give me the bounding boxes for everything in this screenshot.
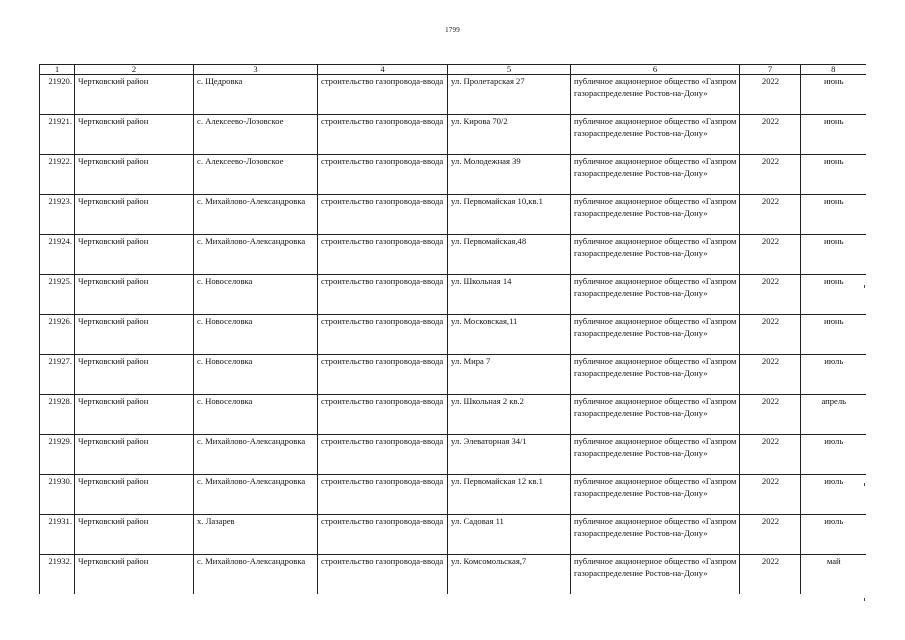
table-row xyxy=(40,555,866,595)
edge-mark xyxy=(864,598,865,601)
locality-cell: с. Новоселовка xyxy=(194,315,318,355)
column-number: 6 xyxy=(571,65,740,75)
row-number: 21920. xyxy=(40,75,75,115)
district-cell: Чертковский район xyxy=(75,435,194,475)
table-row xyxy=(40,355,866,395)
year-cell: 2022 xyxy=(740,355,801,395)
row-number: 21922. xyxy=(40,155,75,195)
district-cell: Чертковский район xyxy=(75,195,194,235)
table-row xyxy=(40,195,866,235)
locality-cell: с. Алексеево-Лозовское xyxy=(194,155,318,195)
month-cell: июнь xyxy=(801,195,866,235)
organization-cell: публичное акционерное общество «Газпром газораспределение Ростов-на-Дону» xyxy=(571,515,740,555)
organization-cell: публичное акционерное общество «Газпром газораспределение Ростов-на-Дону» xyxy=(571,195,740,235)
column-number: 4 xyxy=(318,65,448,75)
month-cell: июнь xyxy=(801,315,866,355)
work-type-cell: строительство газопровода-ввода xyxy=(318,155,448,195)
table-row xyxy=(40,75,866,115)
row-number: 21923. xyxy=(40,195,75,235)
table-row xyxy=(40,395,866,435)
month-cell: июль xyxy=(801,515,866,555)
table-row xyxy=(40,235,866,275)
locality-cell: с. Михайлово-Александровка xyxy=(194,195,318,235)
organization-cell: публичное акционерное общество «Газпром газораспределение Ростов-на-Дону» xyxy=(571,555,740,595)
address-cell: ул. Первомайская 12 кв.1 xyxy=(448,475,571,515)
column-number-row xyxy=(40,65,866,75)
column-number: 8 xyxy=(801,65,866,75)
organization-cell: публичное акционерное общество «Газпром газораспределение Ростов-на-Дону» xyxy=(571,275,740,315)
district-cell: Чертковский район xyxy=(75,395,194,435)
organization-cell: публичное акционерное общество «Газпром газораспределение Ростов-на-Дону» xyxy=(571,355,740,395)
column-number: 1 xyxy=(40,65,75,75)
address-cell: ул. Молодежная 39 xyxy=(448,155,571,195)
month-cell: июль xyxy=(801,435,866,475)
year-cell: 2022 xyxy=(740,275,801,315)
edge-mark xyxy=(864,285,865,288)
month-cell: июнь xyxy=(801,115,866,155)
year-cell: 2022 xyxy=(740,435,801,475)
district-cell: Чертковский район xyxy=(75,475,194,515)
work-type-cell: строительство газопровода-ввода xyxy=(318,395,448,435)
row-number: 21921. xyxy=(40,115,75,155)
locality-cell: с. Щедровка xyxy=(194,75,318,115)
row-number: 21931. xyxy=(40,515,75,555)
locality-cell: с. Новоселовка xyxy=(194,275,318,315)
month-cell: июнь xyxy=(801,155,866,195)
address-cell: ул. Комсомольская,7 xyxy=(448,555,571,595)
row-number: 21925. xyxy=(40,275,75,315)
year-cell: 2022 xyxy=(740,235,801,275)
year-cell: 2022 xyxy=(740,315,801,355)
row-number: 21929. xyxy=(40,435,75,475)
row-number: 21932. xyxy=(40,555,75,595)
work-type-cell: строительство газопровода-ввода xyxy=(318,555,448,595)
work-type-cell: строительство газопровода-ввода xyxy=(318,275,448,315)
organization-cell: публичное акционерное общество «Газпром газораспределение Ростов-на-Дону» xyxy=(571,235,740,275)
address-cell: ул. Мира 7 xyxy=(448,355,571,395)
address-cell: ул. Московская,11 xyxy=(448,315,571,355)
work-type-cell: строительство газопровода-ввода xyxy=(318,435,448,475)
column-number: 3 xyxy=(194,65,318,75)
locality-cell: с. Михайлово-Александровка xyxy=(194,555,318,595)
district-cell: Чертковский район xyxy=(75,315,194,355)
district-cell: Чертковский район xyxy=(75,115,194,155)
row-number: 21930. xyxy=(40,475,75,515)
district-cell: Чертковский район xyxy=(75,355,194,395)
organization-cell: публичное акционерное общество «Газпром газораспределение Ростов-на-Дону» xyxy=(571,75,740,115)
locality-cell: х. Лазарев xyxy=(194,515,318,555)
address-cell: ул. Первомайская,48 xyxy=(448,235,571,275)
address-cell: ул. Школьная 2 кв.2 xyxy=(448,395,571,435)
month-cell: июнь xyxy=(801,235,866,275)
document-table xyxy=(39,64,866,594)
row-number: 21926. xyxy=(40,315,75,355)
work-type-cell: строительство газопровода-ввода xyxy=(318,515,448,555)
month-cell: июль xyxy=(801,355,866,395)
year-cell: 2022 xyxy=(740,515,801,555)
edge-mark xyxy=(864,483,865,486)
work-type-cell: строительство газопровода-ввода xyxy=(318,235,448,275)
district-cell: Чертковский район xyxy=(75,275,194,315)
district-cell: Чертковский район xyxy=(75,155,194,195)
work-type-cell: строительство газопровода-ввода xyxy=(318,195,448,235)
month-cell: июнь xyxy=(801,75,866,115)
year-cell: 2022 xyxy=(740,115,801,155)
row-number: 21924. xyxy=(40,235,75,275)
locality-cell: с. Михайлово-Александровка xyxy=(194,235,318,275)
year-cell: 2022 xyxy=(740,555,801,595)
table-row xyxy=(40,475,866,515)
organization-cell: публичное акционерное общество «Газпром газораспределение Ростов-на-Дону» xyxy=(571,395,740,435)
month-cell: июнь xyxy=(801,275,866,315)
year-cell: 2022 xyxy=(740,155,801,195)
year-cell: 2022 xyxy=(740,475,801,515)
work-type-cell: строительство газопровода-ввода xyxy=(318,75,448,115)
month-cell: май xyxy=(801,555,866,595)
address-cell: ул. Первомайская 10,кв.1 xyxy=(448,195,571,235)
district-cell: Чертковский район xyxy=(75,515,194,555)
table-row xyxy=(40,515,866,555)
month-cell: апрель xyxy=(801,395,866,435)
work-type-cell: строительство газопровода-ввода xyxy=(318,355,448,395)
district-cell: Чертковский район xyxy=(75,555,194,595)
work-type-cell: строительство газопровода-ввода xyxy=(318,315,448,355)
year-cell: 2022 xyxy=(740,75,801,115)
organization-cell: публичное акционерное общество «Газпром газораспределение Ростов-на-Дону» xyxy=(571,315,740,355)
address-cell: ул. Садовая 11 xyxy=(448,515,571,555)
locality-cell: с. Михайлово-Александровка xyxy=(194,435,318,475)
column-number: 2 xyxy=(75,65,194,75)
table-body xyxy=(40,75,866,595)
column-number: 5 xyxy=(448,65,571,75)
page-number: 1799 xyxy=(445,26,460,34)
row-number: 21928. xyxy=(40,395,75,435)
work-type-cell: строительство газопровода-ввода xyxy=(318,475,448,515)
table-row xyxy=(40,315,866,355)
column-number: 7 xyxy=(740,65,801,75)
address-cell: ул. Элеваторная 34/1 xyxy=(448,435,571,475)
table-row xyxy=(40,155,866,195)
district-cell: Чертковский район xyxy=(75,235,194,275)
row-number: 21927. xyxy=(40,355,75,395)
work-type-cell: строительство газопровода-ввода xyxy=(318,115,448,155)
table-row xyxy=(40,275,866,315)
address-cell: ул. Школьная 14 xyxy=(448,275,571,315)
organization-cell: публичное акционерное общество «Газпром газораспределение Ростов-на-Дону» xyxy=(571,475,740,515)
address-cell: ул. Кирова 70/2 xyxy=(448,115,571,155)
organization-cell: публичное акционерное общество «Газпром газораспределение Ростов-на-Дону» xyxy=(571,115,740,155)
locality-cell: с. Новоселовка xyxy=(194,355,318,395)
district-cell: Чертковский район xyxy=(75,75,194,115)
table-row xyxy=(40,435,866,475)
organization-cell: публичное акционерное общество «Газпром газораспределение Ростов-на-Дону» xyxy=(571,435,740,475)
locality-cell: с. Новоселовка xyxy=(194,395,318,435)
organization-cell: публичное акционерное общество «Газпром газораспределение Ростов-на-Дону» xyxy=(571,155,740,195)
year-cell: 2022 xyxy=(740,395,801,435)
address-cell: ул. Пролетарская 27 xyxy=(448,75,571,115)
table-row xyxy=(40,115,866,155)
year-cell: 2022 xyxy=(740,195,801,235)
month-cell: июль xyxy=(801,475,866,515)
locality-cell: с. Михайлово-Александровка xyxy=(194,475,318,515)
locality-cell: с. Алексеево-Лозовское xyxy=(194,115,318,155)
